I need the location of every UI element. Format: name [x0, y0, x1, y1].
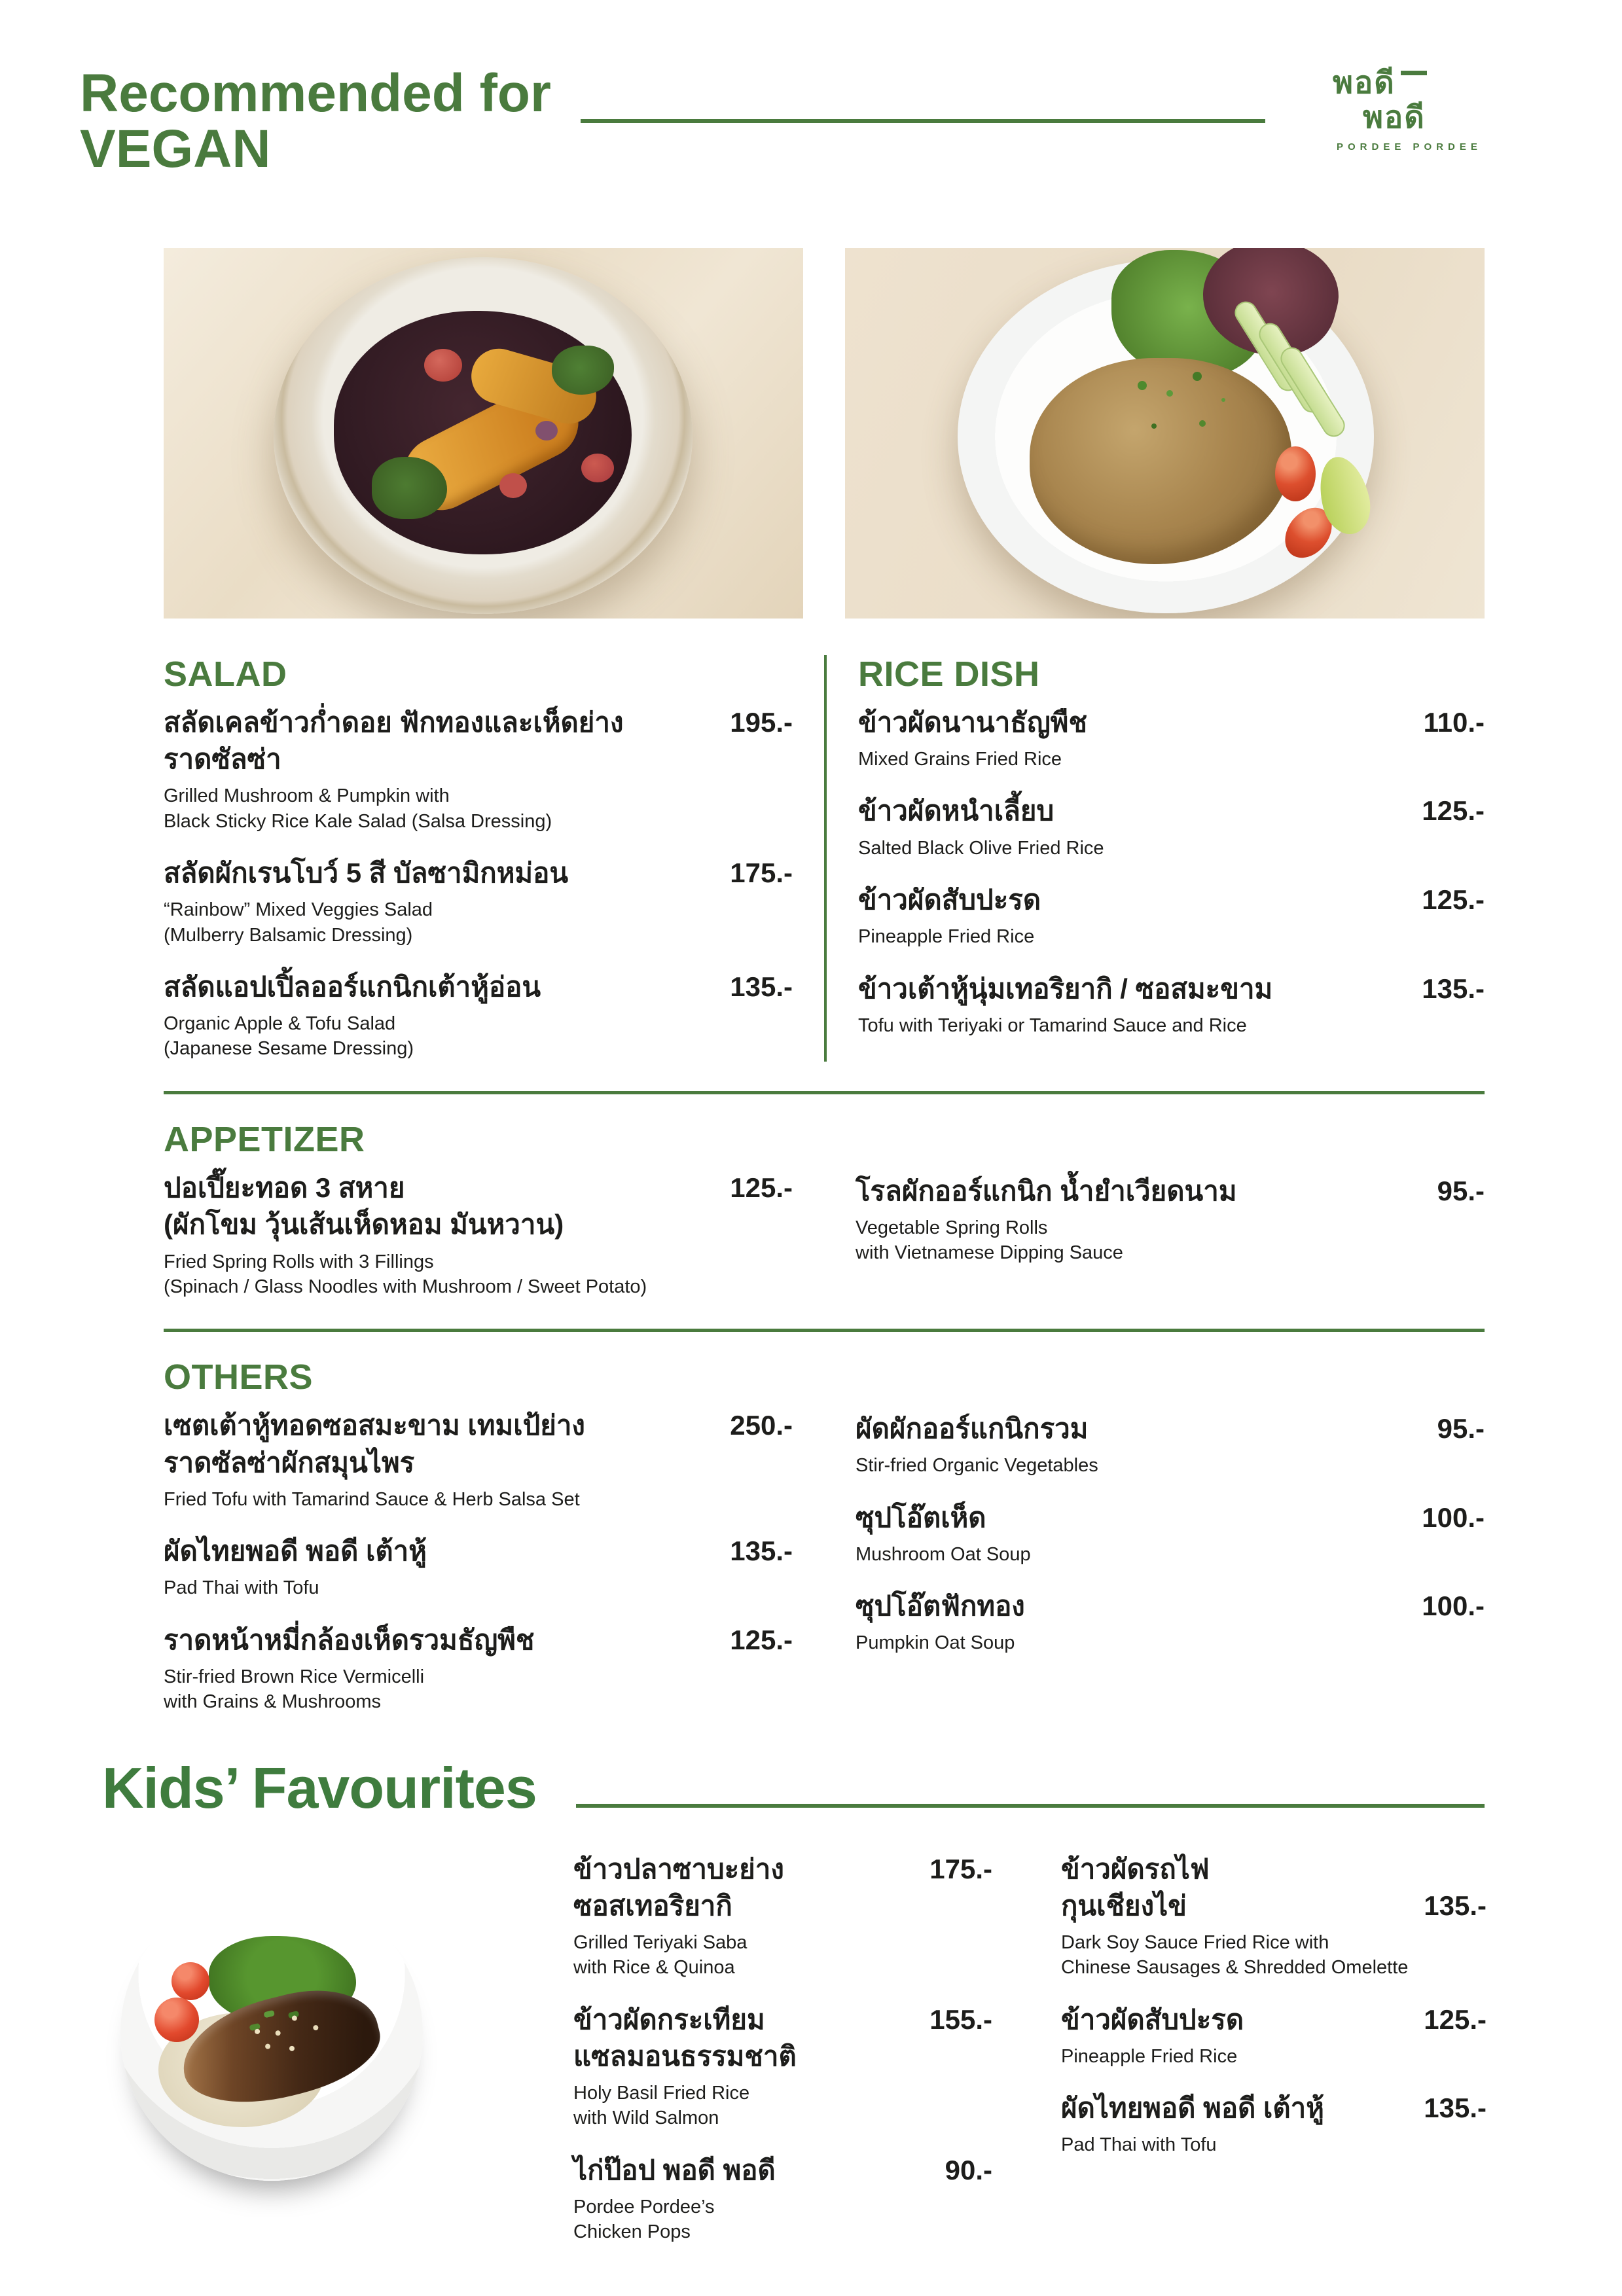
item-name-thai: แซลมอนธรรมชาติ [573, 2040, 797, 2072]
item-description: Organic Apple & Tofu Salad [164, 1013, 396, 1035]
item-name-row [856, 1173, 1485, 1210]
item-price: 135.- [1424, 2092, 1487, 2124]
item-name-row [573, 1851, 992, 1888]
fried-rice-plate-photo [845, 248, 1485, 619]
menu-item [1061, 1851, 1487, 1981]
fried-rice-mound [1030, 358, 1291, 564]
menu-item [164, 1622, 793, 1715]
item-description: with Grains & Mushrooms [164, 1691, 381, 1713]
section-title-appetizer: APPETIZER [164, 1119, 365, 1159]
photo-garnish [1276, 343, 1349, 440]
item-name-row [164, 969, 793, 1005]
item-price: 135.- [1422, 973, 1485, 1004]
item-description: with Vietnamese Dipping Sauce [856, 1242, 1123, 1264]
others-items-right [856, 1410, 1485, 1656]
menu-item [164, 1533, 793, 1601]
item-description: Pineapple Fried Rice [858, 926, 1035, 948]
salad-rice-section [164, 655, 1485, 1062]
item-name-row [858, 882, 1485, 918]
item-name-row [858, 704, 1485, 741]
item-price: 100.- [1422, 1501, 1485, 1533]
item-name-thai: กุนเชียงไข่ [1061, 1890, 1187, 1921]
item-name-row [164, 1444, 793, 1481]
item-name-thai: ข้าวผัดกระเทียม [573, 2003, 765, 2035]
menu-item [856, 1410, 1485, 1479]
item-price: 100.- [1422, 1590, 1485, 1622]
appetizer-column-right [824, 1121, 1485, 1299]
item-name-row [164, 704, 793, 741]
photo-garnish [154, 1998, 199, 2042]
item-name-thai: ราดซัลซ่าผักสมุนไพร [164, 1446, 415, 1478]
menu-item [858, 882, 1485, 950]
logo-dash [1401, 71, 1427, 75]
item-price: 125.- [1422, 795, 1485, 827]
item-description: (Japanese Sesame Dressing) [164, 1038, 414, 1060]
item-name-thai: ผัดไทยพอดี พอดี เต้าหู้ [164, 1535, 427, 1567]
item-name-row [858, 971, 1485, 1007]
item-description: Chinese Sausages & Shredded Omelette [1061, 1957, 1409, 1979]
kids-bowl [120, 1885, 423, 2181]
item-description: Mushroom Oat Soup [856, 1543, 1031, 1565]
photos-row [164, 248, 1485, 619]
section-title-salad: SALAD [164, 654, 287, 694]
item-name-row [164, 855, 793, 891]
rice-dish-column [824, 655, 1485, 1062]
logo-thai-line1 [1327, 67, 1485, 98]
item-name-thai: ซุปโอ๊ตฟักทอง [856, 1590, 1025, 1622]
item-price: 110.- [1423, 706, 1485, 738]
rice-dish-items [858, 704, 1485, 1038]
item-name-thai: ราดซัลซ่า [164, 744, 281, 775]
item-description: Grilled Mushroom & Pumpkin with [164, 785, 450, 807]
item-description: Fried Tofu with Tamarind Sauce & Herb Salsa Set [164, 1488, 580, 1510]
item-name-thai: สลัดเคลข้าวก่ำดอย ฟักทองและเห็ดย่าง [164, 706, 624, 738]
menu-item [164, 969, 793, 1062]
item-name-thai: ซุปโอ๊ตเห็ด [856, 1501, 986, 1533]
item-name-row [1061, 2090, 1487, 2126]
menu-item [164, 855, 793, 948]
others-section [164, 1358, 1485, 1715]
item-name-row [1061, 1888, 1487, 1924]
salad-column [164, 655, 824, 1062]
item-name-thai: ซอสเทอริยากิ [573, 1890, 732, 1921]
appetizer-column-left [164, 1121, 824, 1299]
item-name-thai: โรลผักออร์แกนิก น้ำยำเวียดนาม [856, 1175, 1237, 1206]
photo-garnish [535, 421, 558, 440]
item-name-row [856, 1410, 1485, 1447]
item-name-row [573, 2038, 992, 2075]
item-name-thai: ผัดผักออร์แกนิกรวม [856, 1413, 1089, 1444]
menu-item [164, 704, 793, 834]
photo-garnish [581, 454, 614, 482]
item-name-row [164, 1206, 793, 1243]
item-name-thai: ข้าวผัดรถไฟ [1061, 1853, 1210, 1884]
item-description: Tofu with Teriyaki or Tamarind Sauce and Rice [858, 1014, 1247, 1036]
kids-saba-bowl-photo [102, 1851, 442, 2217]
item-price: 175.- [929, 1853, 992, 1884]
menu-item [858, 793, 1485, 861]
kids-items-right [1061, 1851, 1487, 2245]
menu-item [856, 1499, 1485, 1568]
item-price: 175.- [730, 857, 793, 888]
logo-subtitle: PORDEE PORDEE [1337, 141, 1482, 152]
item-name-thai: ราดหน้าหมี่กล้องเห็ดรวมธัญพืช [164, 1624, 535, 1655]
item-name-thai: ข้าวปลาซาบะย่าง [573, 1853, 784, 1884]
menu-item [1061, 2001, 1487, 2070]
appetizer-section [164, 1121, 1485, 1299]
kids-items-left [573, 1851, 992, 2245]
section-title-rice-dish: RICE DISH [858, 654, 1040, 694]
item-name-row [164, 741, 793, 778]
item-name-thai: ข้าวผัดหนำเลี้ยบ [858, 795, 1054, 827]
page-title [80, 65, 551, 177]
item-name-thai: (ผักโขม วุ้นเส้นเห็ดหอม มันหวาน) [164, 1209, 564, 1240]
item-name-row [856, 1499, 1485, 1536]
item-description: Fried Spring Rolls with 3 Fillings [164, 1251, 434, 1272]
item-name-thai: ไก่ป๊อป พอดี พอดี [573, 2154, 776, 2185]
item-name-row [164, 1533, 793, 1570]
item-price: 135.- [1424, 1890, 1487, 1921]
item-description: Pumpkin Oat Soup [856, 1632, 1015, 1654]
item-name-row [1061, 1851, 1487, 1888]
menu-item [856, 1173, 1485, 1266]
page-title-line2: VEGAN [80, 119, 271, 179]
appetizer-items-right [856, 1173, 1485, 1266]
item-price: 125.- [1422, 884, 1485, 915]
others-column-right [824, 1358, 1485, 1715]
item-description: Pordee Pordee’s [573, 2196, 715, 2217]
item-name-thai: ข้าวผัดนานาธัญพืช [858, 706, 1087, 738]
kids-header-rule [576, 1804, 1485, 1808]
item-price: 155.- [929, 2003, 992, 2035]
menu-item [858, 704, 1485, 772]
section-divider [164, 1329, 1485, 1332]
item-description: Pineapple Fried Rice [1061, 2045, 1238, 2067]
item-description: Black Sticky Rice Kale Salad (Salsa Dressing) [164, 810, 552, 832]
logo-thai-word1: พอดี [1333, 65, 1396, 99]
item-name-row [856, 1588, 1485, 1624]
item-name-thai: ข้าวเต้าหู้นุ่มเทอริยากิ / ซอสมะขาม [858, 973, 1273, 1004]
menu-item [164, 1170, 793, 1299]
menu-item [573, 1851, 992, 1981]
item-name-thai: ข้าวผัดสับปะรด [1061, 2003, 1244, 2035]
photo-garnish [424, 349, 462, 382]
item-price: 135.- [730, 971, 793, 1002]
item-name-thai: ผัดไทยพอดี พอดี เต้าหู้ [1061, 2092, 1324, 2124]
item-description: Grilled Teriyaki Saba [573, 1932, 748, 1954]
item-description: “Rainbow” Mixed Veggies Salad [164, 899, 433, 921]
item-price: 95.- [1437, 1175, 1485, 1206]
kids-body [102, 1851, 1485, 2245]
photo-garnish [1138, 381, 1147, 390]
item-description: Holy Basil Fried Rice [573, 2083, 750, 2104]
photo-garnish [171, 1962, 209, 2000]
salad-bowl-photo [164, 248, 803, 619]
item-description: Stir-fried Brown Rice Vermicelli [164, 1666, 425, 1688]
item-name-thai: ปอเปี๊ยะทอด 3 สหาย [164, 1172, 405, 1203]
item-price: 135.- [730, 1535, 793, 1567]
item-name-row [573, 1888, 992, 1924]
item-name-row [573, 2001, 992, 2038]
kids-favourites-section [102, 1755, 1487, 2245]
page-header [80, 65, 1485, 177]
menu-item [858, 971, 1485, 1039]
appetizer-items-left [164, 1170, 793, 1299]
item-description: Pad Thai with Tofu [164, 1577, 319, 1599]
item-description: (Spinach / Glass Noodles with Mushroom / Sweet Potato) [164, 1276, 647, 1297]
item-description: with Rice & Quinoa [573, 1957, 735, 1979]
others-items-left [164, 1407, 793, 1714]
section-divider [164, 1091, 1485, 1094]
item-price: 95.- [1437, 1413, 1485, 1444]
menu-item [856, 1588, 1485, 1656]
item-name-thai: ข้าวผัดสับปะรด [858, 884, 1041, 915]
item-name-row [1061, 2001, 1487, 2038]
brand-logo [1327, 67, 1485, 152]
item-name-thai: สลัดผักเรนโบว์ 5 สี บัลซามิกหม่อน [164, 857, 569, 888]
kids-section-title: Kids’ Favourites [102, 1755, 537, 1820]
item-name-row [858, 793, 1485, 829]
item-name-thai: สลัดแอปเปิ้ลออร์แกนิกเต้าหู้อ่อน [164, 971, 541, 1002]
item-price: 90.- [945, 2154, 992, 2185]
item-description: Chicken Pops [573, 2221, 691, 2243]
item-price: 125.- [1424, 2003, 1487, 2035]
salad-items [164, 704, 793, 1062]
item-price: 195.- [730, 706, 793, 738]
menu-item [573, 2152, 992, 2245]
logo-thai-word2: พอดี [1363, 99, 1426, 134]
item-description: Mixed Grains Fried Rice [858, 749, 1062, 770]
photo-garnish [1275, 446, 1316, 501]
item-description: Dark Soy Sauce Fried Rice with [1061, 1932, 1329, 1954]
item-name-row [164, 1407, 793, 1444]
item-name-row [573, 2152, 992, 2189]
page-title-line1: Recommended for [80, 63, 551, 123]
item-description: Stir-fried Organic Vegetables [856, 1455, 1098, 1477]
salad-plate [274, 257, 693, 614]
item-description: Salted Black Olive Fried Rice [858, 837, 1104, 859]
menu-item [573, 2001, 992, 2131]
others-column-left [164, 1358, 824, 1715]
menu-item [164, 1407, 793, 1512]
item-description: Vegetable Spring Rolls [856, 1217, 1048, 1238]
item-name-row [164, 1170, 793, 1206]
rice-plate [958, 260, 1374, 613]
item-price: 125.- [730, 1172, 793, 1203]
header-rule [581, 119, 1265, 123]
item-description: (Mulberry Balsamic Dressing) [164, 924, 413, 946]
photo-garnish [499, 473, 527, 498]
menu-item [1061, 2090, 1487, 2158]
item-price: 250.- [730, 1410, 793, 1441]
item-price: 125.- [730, 1624, 793, 1655]
item-name-thai: เซตเต้าหู้ทอดซอสมะขาม เทมเป้ย่าง [164, 1410, 585, 1441]
item-description: Pad Thai with Tofu [1061, 2134, 1217, 2156]
item-description: with Wild Salmon [573, 2108, 719, 2129]
section-title-others: OTHERS [164, 1357, 314, 1397]
kids-header [102, 1755, 1485, 1820]
item-name-row [164, 1622, 793, 1659]
